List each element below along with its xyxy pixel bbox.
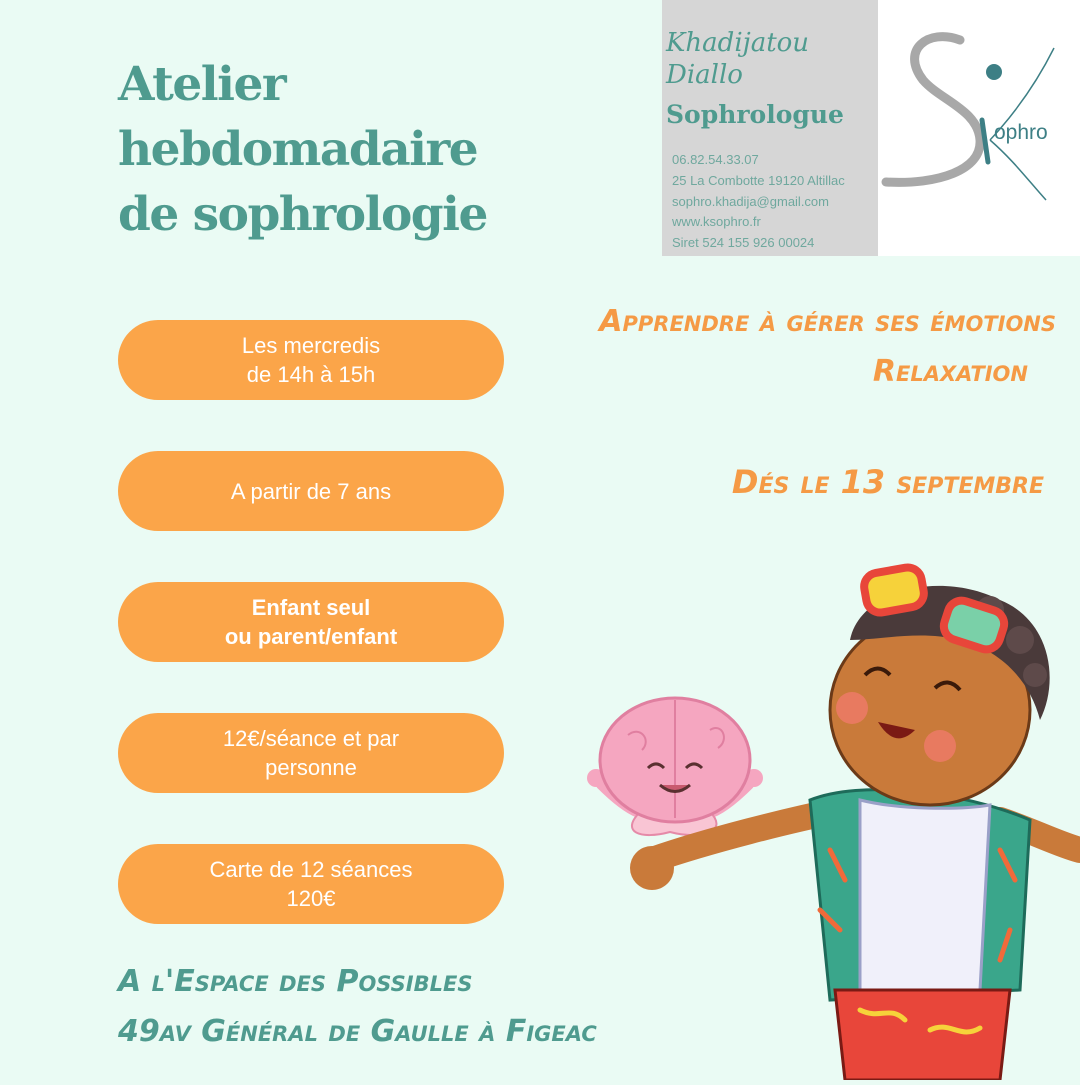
card-phone: 06.82.54.33.07 (672, 152, 759, 167)
start-date: Dés le 13 septembre (731, 463, 1044, 501)
pill-schedule (118, 320, 504, 400)
card-email: sophro.khadija@gmail.com (672, 194, 829, 209)
pill-card-line-1: Carte de 12 séances (209, 857, 413, 882)
pill-participants-line-2: ou parent/enfant (224, 624, 398, 649)
brain-icon (587, 698, 763, 835)
card-role: Sophrologue (666, 100, 844, 129)
pill-schedule-line-2: de 14h à 15h (246, 362, 376, 387)
pill-card (118, 844, 504, 924)
theme-relaxation: Relaxation (872, 354, 1028, 389)
page-title (118, 52, 558, 247)
business-card (662, 0, 878, 256)
card-name-first: Khadijatou (666, 28, 810, 58)
pill-age (118, 451, 504, 531)
venue-name: A l'Espace des Possibles (118, 964, 473, 999)
child-with-brain-illustration (560, 550, 1080, 1085)
card-siret: Siret 524 155 926 00024 (672, 235, 815, 250)
pill-schedule-line-1: Les mercredis (241, 333, 381, 358)
title-line-1: Atelier (118, 57, 286, 112)
venue-address: 49av Général de Gaulle à Figeac (118, 1014, 597, 1049)
card-name-last: Diallo (666, 60, 743, 90)
ksophro-logo-icon (878, 0, 1080, 256)
card-address: 25 La Combotte 19120 Altillac (672, 173, 845, 188)
pill-participants-line-1: Enfant seul (251, 595, 371, 620)
pill-price (118, 713, 504, 793)
logo-text: ophro (994, 121, 1048, 144)
pill-age-line-1: A partir de 7 ans (230, 478, 392, 504)
pill-price-line-2: personne (265, 755, 357, 780)
pill-card-line-2: 120€ (286, 886, 336, 911)
pill-participants (118, 582, 504, 662)
ksophro-logo (878, 0, 1080, 256)
title-line-3: de sophrologie (118, 187, 487, 242)
card-website: www.ksophro.fr (672, 214, 761, 229)
title-line-2: hebdomadaire (118, 122, 478, 177)
theme-emotions: Apprendre à gérer ses émotions (599, 304, 1056, 339)
pill-price-line-1: 12€/séance et par (222, 726, 400, 751)
